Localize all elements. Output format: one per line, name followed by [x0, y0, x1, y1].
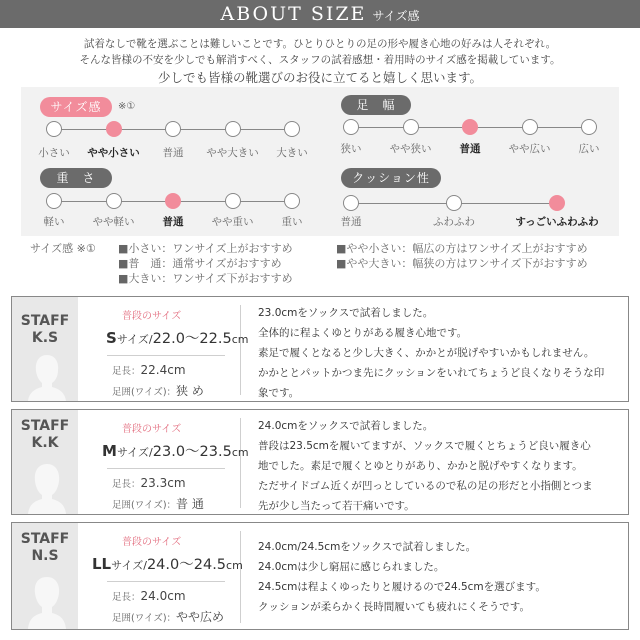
cushion-scale-label: すっごいふわふわ: [515, 216, 599, 228]
cushion-scale-dot: [549, 195, 565, 211]
foot-width-label: 足囲(ワイズ)：: [112, 613, 177, 624]
review-line: 素足で履くとなると少し大きく、かかとが脱げやすいかもしれません。: [258, 347, 595, 359]
staff-card-kk: [11, 409, 629, 515]
weight-scale-label: やや重い: [211, 216, 254, 228]
foot-width: [112, 495, 204, 512]
staff-review: [258, 537, 546, 617]
width-scale-label: 普通: [459, 143, 481, 155]
staff-label: STAFF: [20, 418, 70, 434]
size-unit: cm: [231, 333, 249, 346]
usual-size-value: [92, 553, 243, 574]
intro-line-2: そんな皆様の不安を少しでも解消すべく、スタッフの試着感想・着用時のサイズ感を掲載しています。: [79, 54, 561, 66]
header-title: [0, 0, 640, 28]
review-line: 先が少し当たって若干痛いです。: [258, 500, 415, 512]
size-scale-label: 普通: [162, 147, 184, 159]
weight-scale-dot: [165, 193, 181, 209]
review-line: かかととパットかつま先にクッションをいれてちょうど良くなりそうな印: [258, 367, 605, 379]
weight-scale-dot: [284, 193, 300, 209]
size-scale-label: 小さい: [38, 147, 70, 159]
staff-initials: K.K: [31, 435, 59, 451]
cushion-scale-dot: [446, 195, 462, 211]
foot-length: [112, 589, 186, 603]
card-hline: [107, 581, 225, 582]
review-line: 24.0cmをソックスで試着しました。: [258, 420, 434, 432]
foot-width-value: 普 通: [176, 497, 204, 511]
width-scale-dot: [462, 119, 478, 135]
usual-size-label: 普段のサイズ: [122, 424, 182, 435]
foot-width-label: 足囲(ワイズ)：: [112, 500, 177, 511]
note-left-2: ■普 通：通常サイズがおすすめ: [118, 257, 282, 270]
size-range: 22.0〜22.5: [152, 331, 232, 347]
size-scale-label: やや大きい: [206, 147, 259, 159]
staff-review: [258, 303, 604, 403]
foot-length-value: 23.3cm: [140, 476, 186, 490]
note-left-3: ■大きい：ワンサイズ下がおすすめ: [118, 272, 293, 285]
card-hline: [107, 355, 225, 356]
size-word: サイズ/: [116, 446, 153, 459]
weight-scale-label: やや軽い: [92, 216, 135, 228]
review-line: 地でした。素足で履くとゆとりがあり、かかと脱げやすくなります。: [258, 460, 583, 472]
staff-initials: N.S: [31, 548, 59, 564]
review-line: ただサイドゴム近くが凹っとしているので私の足の形だと小指側とつま: [258, 480, 593, 492]
weight-scale-label: 普通: [162, 216, 184, 228]
cushion-scale-title: クッション性: [341, 168, 441, 188]
foot-width: [112, 608, 224, 625]
size-range: 24.0〜24.5: [146, 557, 227, 573]
size-letter: LL: [92, 555, 112, 573]
cushion-scale-dot: [343, 195, 359, 211]
foot-length-label: 足長：: [112, 592, 141, 603]
review-line: 24.5cmは程よくゆったりと履けるので24.5cmを選びます。: [258, 581, 546, 593]
review-line: 23.0cmをソックスで試着しました。: [258, 307, 434, 319]
staff-silhouette-icon: [26, 351, 68, 401]
staff-initials: K.S: [31, 330, 59, 346]
foot-length-value: 22.4cm: [140, 363, 186, 377]
review-line: 普段は23.5cmを履いてますが、ソックスで履くとちょうど良い履き心: [258, 440, 591, 452]
note-left-1: ■小さい：ワンサイズ上がおすすめ: [118, 242, 293, 255]
width-scale-dot: [581, 119, 597, 135]
usual-size-value: [106, 327, 248, 348]
size-scale-dot: [106, 121, 122, 137]
width-scale-dot: [522, 119, 538, 135]
size-scale-dot: [225, 121, 241, 137]
foot-length: [112, 363, 186, 377]
foot-length-label: 足長：: [112, 366, 141, 377]
weight-scale-label: 重い: [281, 216, 303, 228]
usual-size-label: 普段のサイズ: [122, 537, 182, 548]
staff-label: STAFF: [20, 531, 70, 547]
review-line: 24.0cmは少し窮屈に感じられました。: [258, 561, 445, 573]
size-word: サイズ/: [111, 559, 147, 572]
foot-length-label: 足長：: [112, 479, 141, 490]
size-scale-dot: [165, 121, 181, 137]
size-unit: cm: [226, 559, 243, 572]
usual-size-value: [102, 440, 249, 461]
weight-scale-dot: [225, 193, 241, 209]
usual-size-label: 普段のサイズ: [122, 311, 182, 322]
foot-width-value: やや広め: [176, 610, 225, 624]
cushion-scale-label: 普通: [340, 216, 362, 228]
review-line: 象です。: [258, 387, 300, 399]
size-scale-label: 大きい: [276, 147, 308, 159]
notes-heading: サイズ感 ※①: [30, 242, 96, 255]
review-line: 全体的に程よくゆとりがある履き心地です。: [258, 327, 468, 339]
header-title-text: ABOUT SIZE: [220, 3, 367, 25]
foot-width-value: 狭 め: [176, 384, 204, 398]
weight-scale-label: 軽い: [43, 216, 65, 228]
size-scale-title: サイズ感: [40, 97, 112, 117]
staff-card-ns: [11, 522, 629, 630]
width-scale-title: 足 幅: [341, 95, 411, 115]
width-scale-label: やや広い: [508, 143, 551, 155]
foot-length-value: 24.0cm: [140, 589, 186, 603]
card-hline: [107, 468, 225, 469]
review-line: クッションが柔らかく長時間履いても疲れにくそうです。: [258, 601, 530, 613]
header-subtitle: サイズ感: [372, 9, 420, 23]
size-letter: S: [106, 329, 117, 347]
size-letter: M: [102, 442, 117, 460]
weight-scale-dot: [46, 193, 62, 209]
size-unit: cm: [231, 446, 249, 459]
staff-silhouette-icon: [26, 460, 68, 514]
size-scale-label: やや小さい: [87, 147, 140, 159]
size-scale-note: ※①: [118, 101, 136, 112]
weight-scale-dot: [106, 193, 122, 209]
size-scale-dot: [46, 121, 62, 137]
card-divider: [240, 418, 241, 508]
staff-card-ks: [11, 296, 629, 402]
size-scale-dot: [284, 121, 300, 137]
width-scale-label: 広い: [578, 143, 600, 155]
width-scale-label: 狭い: [340, 143, 362, 155]
review-line: 24.0cm/24.5cmをソックスで試着しました。: [258, 541, 477, 553]
staff-review: [258, 416, 593, 516]
card-divider: [240, 531, 241, 623]
staff-silhouette-icon: [26, 573, 68, 629]
width-scale-dot: [403, 119, 419, 135]
width-scale-label: やや狭い: [389, 143, 432, 155]
cushion-scale-label: ふわふわ: [433, 216, 475, 228]
size-word: サイズ/: [116, 333, 153, 346]
width-scale-dot: [343, 119, 359, 135]
intro-line-3: 少しでも皆様の靴選びのお役に立てると嬉しく思います。: [157, 70, 482, 85]
foot-width: [112, 382, 204, 399]
staff-label: STAFF: [20, 313, 70, 329]
note-right-1: ■やや小さい：幅広の方はワンサイズ上がおすすめ: [336, 242, 588, 255]
weight-scale-title: 重 さ: [40, 168, 112, 188]
intro-line-1: 試着なしで靴を選ぶことは難しいことです。ひとりひとりの足の形や履き心地の好みは人それぞれ。: [83, 38, 557, 50]
foot-width-label: 足囲(ワイズ)：: [112, 387, 177, 398]
note-right-2: ■やや大きい：幅狭の方はワンサイズ下がおすすめ: [336, 257, 588, 270]
size-range: 23.0〜23.5: [152, 444, 232, 460]
card-divider: [240, 305, 241, 395]
foot-length: [112, 476, 186, 490]
